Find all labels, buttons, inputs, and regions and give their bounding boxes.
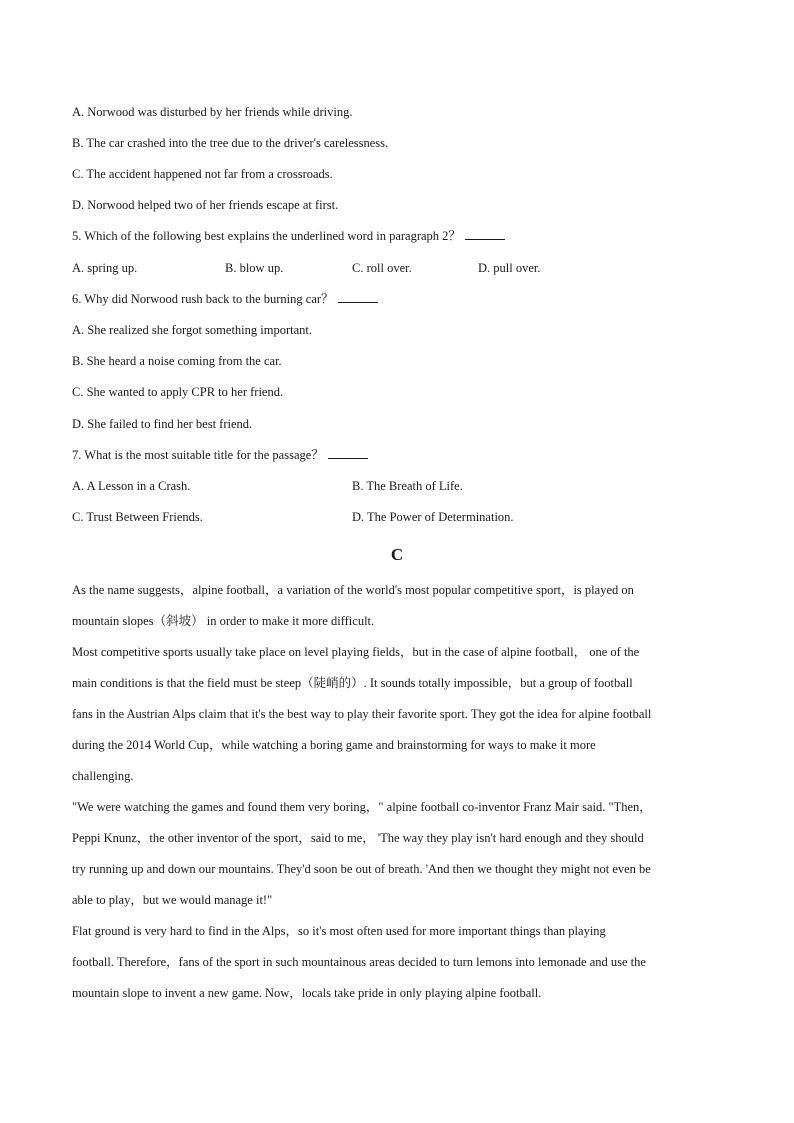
passage-line: Peppi Knunz，the other inventor of the sport，said to me， 'The way they play isn't hard enough and they should [72,831,644,845]
passage-c [72,575,722,1009]
q4-option-d: D. Norwood helped two of her friends escape at first. [72,198,339,212]
passage-line: football. Therefore，fans of the sport in such mountainous areas decided to turn lemons into lemonade and use the [72,955,646,969]
passage-line: As the name suggests，alpine football，a variation of the world's most popular competitive sport，is played on [72,583,634,597]
passage-line: fans in the Austrian Alps claim that it's the best way to play their favorite sport. They got the idea for alpine football [72,707,652,721]
answer-blank [338,291,378,303]
q5-option-a: A. spring up. [72,261,138,275]
q5-option-b: B. blow up. [225,261,284,275]
passage-line: challenging. [72,769,134,783]
q6-option-d: D. She failed to find her best friend. [72,417,253,431]
answer-blank [328,447,368,459]
q5-question-text: 5. Which of the following best explains the underlined word in paragraph 2？ [72,229,461,243]
q7-question-text: 7. What is the most suitable title for the passage？ [72,448,324,462]
q7-option-b: B. The Breath of Life. [352,479,463,493]
q5-option-d: D. pull over. [478,261,541,275]
q4-option-c: C. The accident happened not far from a crossroads. [72,167,333,181]
q6-option-a: A. She realized she forgot something important. [72,323,312,337]
q4-option-b: B. The car crashed into the tree due to the driver's carelessness. [72,136,389,150]
q5-question [72,228,505,244]
passage-line: mountain slopes（斜坡） in order to make it more difficult. [72,614,375,628]
answer-blank [465,228,505,240]
q4-option-a: A. Norwood was disturbed by her friends while driving. [72,105,353,119]
passage-line: try running up and down our mountains. They'd soon be out of breath. 'And then we thought they might not even be [72,862,651,876]
passage-line: Flat ground is very hard to find in the Alps，so it's most often used for more important things than playing [72,924,606,938]
passage-line: main conditions is that the field must be steep（陡峭的）. It sounds totally impossible，but a group of football [72,676,633,690]
section-heading: C [390,545,404,564]
q6-question-text: 6. Why did Norwood rush back to the burning car？ [72,292,334,306]
q5-option-c: C. roll over. [352,261,412,275]
passage-line: "We were watching the games and found them very boring，" alpine football co-inventor Franz Mair said. "Then， [72,800,652,814]
q7-question [72,447,368,463]
passage-line: able to play，but we would manage it!" [72,893,273,907]
q6-option-c: C. She wanted to apply CPR to her friend. [72,385,284,399]
passage-line: Most competitive sports usually take place on level playing fields，but in the case of alpine football， one of the [72,645,640,659]
q7-option-d: D. The Power of Determination. [352,510,514,524]
q7-option-c: C. Trust Between Friends. [72,510,203,524]
q6-option-b: B. She heard a noise coming from the car. [72,354,282,368]
passage-line: during the 2014 World Cup，while watching a boring game and brainstorming for ways to make it more [72,738,596,752]
q7-option-a: A. A Lesson in a Crash. [72,479,191,493]
q6-question [72,291,378,307]
passage-line: mountain slope to invent a new game. Now，locals take pride in only playing alpine football. [72,986,542,1000]
